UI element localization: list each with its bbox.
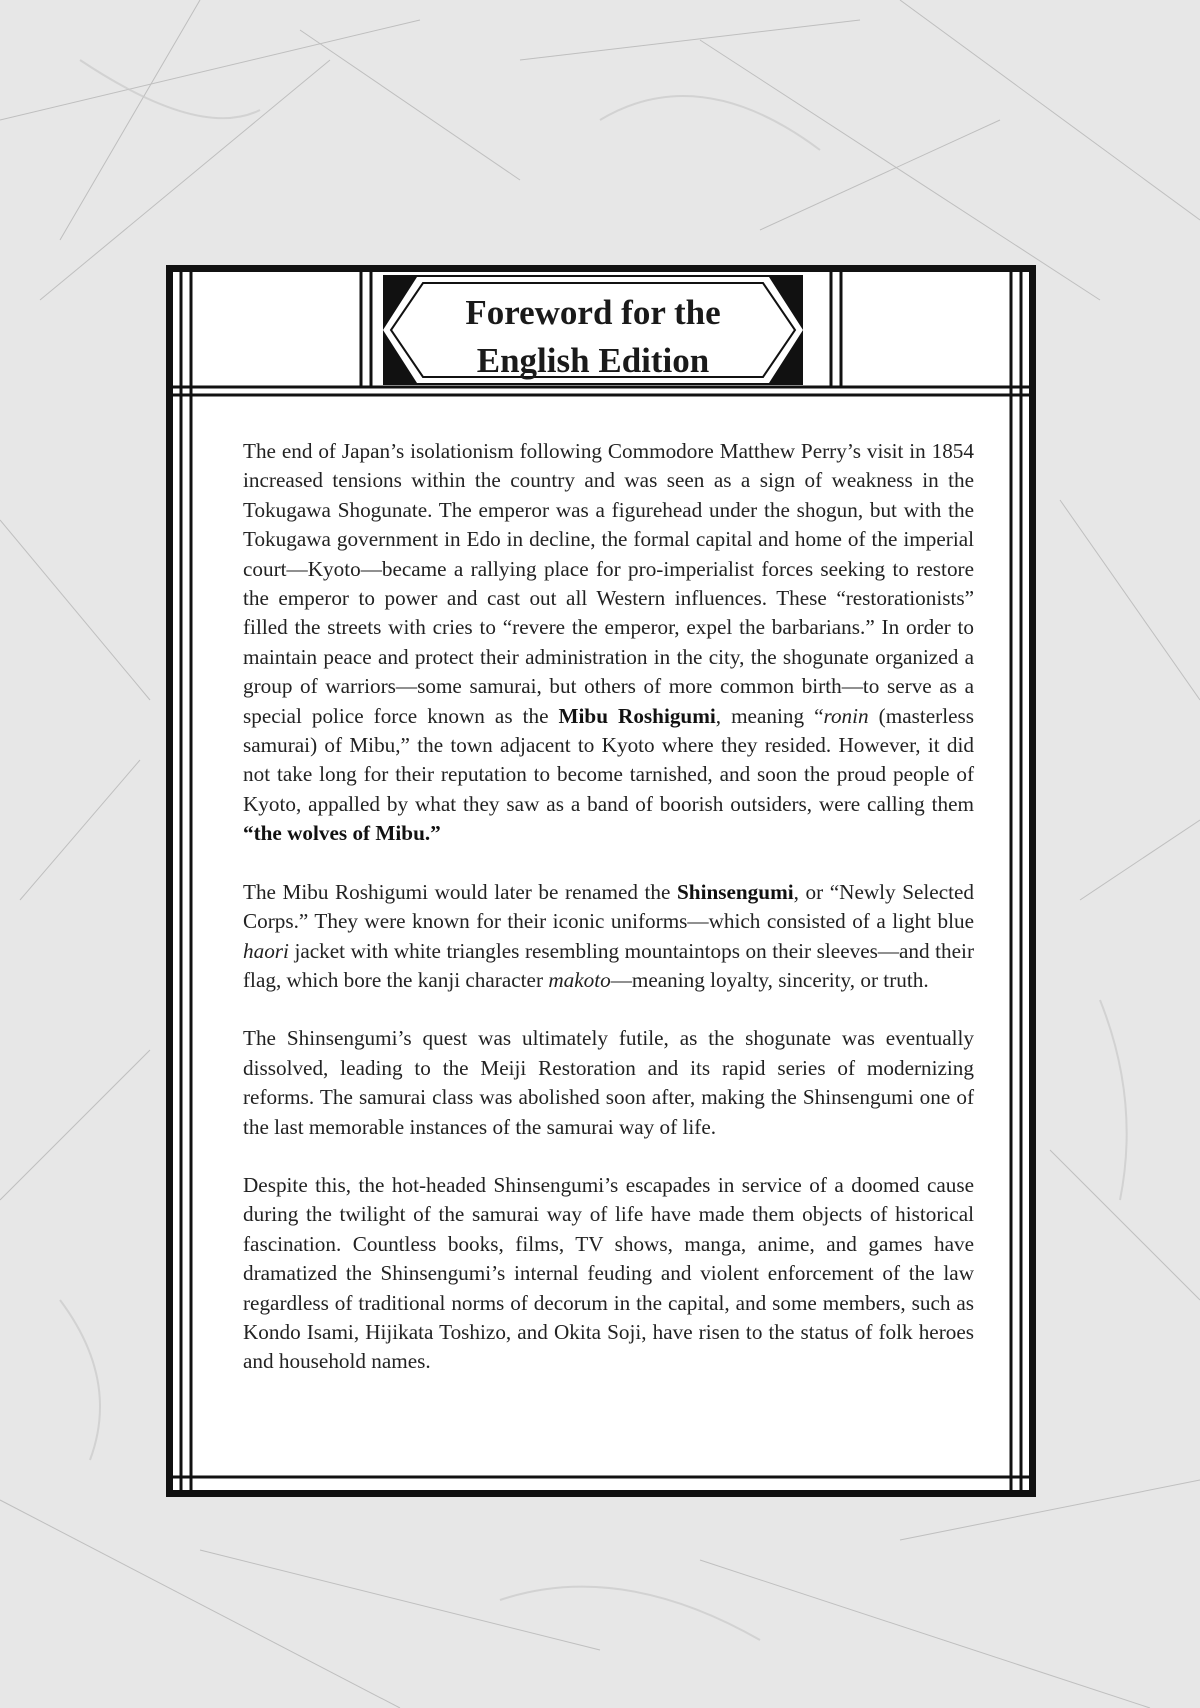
term-mibu-roshigumi: Mibu Roshigumi <box>558 703 716 728</box>
term-makoto: makoto <box>548 967 611 992</box>
term-haori: haori <box>243 938 289 963</box>
title-line-1: Foreword for the <box>465 293 721 332</box>
title-banner <box>383 275 803 385</box>
term-ronin: ronin <box>823 703 869 728</box>
term-wolves-of-mibu: “the wolves of Mibu.” <box>243 821 441 846</box>
paragraph-4: Despite this, the hot-headed Shinsengumi’s escapades in service of a doomed cause during the twilight of the samurai way of life have made them objects of historical fascination. Countless books, films, TV shows, manga, anime, and games have dramatized the Shinsengumi’s internal feuding and violent enforcement of the law regardless of traditional norms of decorum in the capital, and some members, such as Kondo Isami, Hijikata Toshizo, and Okita Soji, have risen to the status of folk heroes and household names. <box>243 1172 974 1374</box>
paragraph-1-text-b: , meaning “ <box>715 703 824 728</box>
paragraph-1 <box>243 437 974 849</box>
foreword-body <box>243 437 974 1406</box>
paragraph-1-text-a: The end of Japan’s isolationism following Commodore Matthew Perry’s visit in 1854 increased tensions within the country and was seen as a sign of weakness in the Tokugawa Shogunate. The emperor was a figurehead under the shogun, but with the Tokugawa government in Edo in decline, the formal capital and home of the imperial court—Kyoto—became a rallying place for pro-imperialist forces seeking to restore the emperor to power and cast out all Western influences. These “restorationists” filled the streets with cries to “revere the emperor, expel the barbarians.” In order to maintain peace and protect their administration in the city, the shogunate organized a group of warriors—some samurai, but others of more common birth—to serve as a special police force known as the <box>243 439 974 728</box>
paragraph-2-text-d: —meaning loyalty, sincerity, or truth. <box>610 967 929 992</box>
paragraph-2-text-b: , or “Newly Selected Corps.” They were known for their iconic uniforms—which consisted of a light blue <box>243 879 974 934</box>
foreword-frame <box>166 265 1036 1497</box>
title-line-2: English Edition <box>476 341 710 380</box>
paragraph-2 <box>243 878 974 996</box>
term-shinsengumi: Shinsengumi <box>677 879 794 904</box>
paragraph-3: The Shinsengumi’s quest was ultimately futile, as the shogunate was eventually dissolved, leading to the Meiji Restoration and its rapid series of modernizing reforms. The samurai class was abolished soon after, making the Shinsengumi one of the last memorable instances of the samurai way of life. <box>243 1026 974 1139</box>
paragraph-1-text-c: (masterless samurai) of Mibu,” the town adjacent to Kyoto where they resided. However, it did not take long for their reputation to become tarnished, and soon the proud people of Kyoto, appalled by what they saw as a band of boorish outsiders, were calling them <box>243 703 974 816</box>
paragraph-2-text-a: The Mibu Roshigumi would later be renamed the <box>243 879 678 904</box>
page-title <box>423 289 763 385</box>
paragraph-2-text-c: jacket with white triangles resembling mountaintops on their sleeves—and their flag, which bore the kanji character <box>243 938 974 992</box>
